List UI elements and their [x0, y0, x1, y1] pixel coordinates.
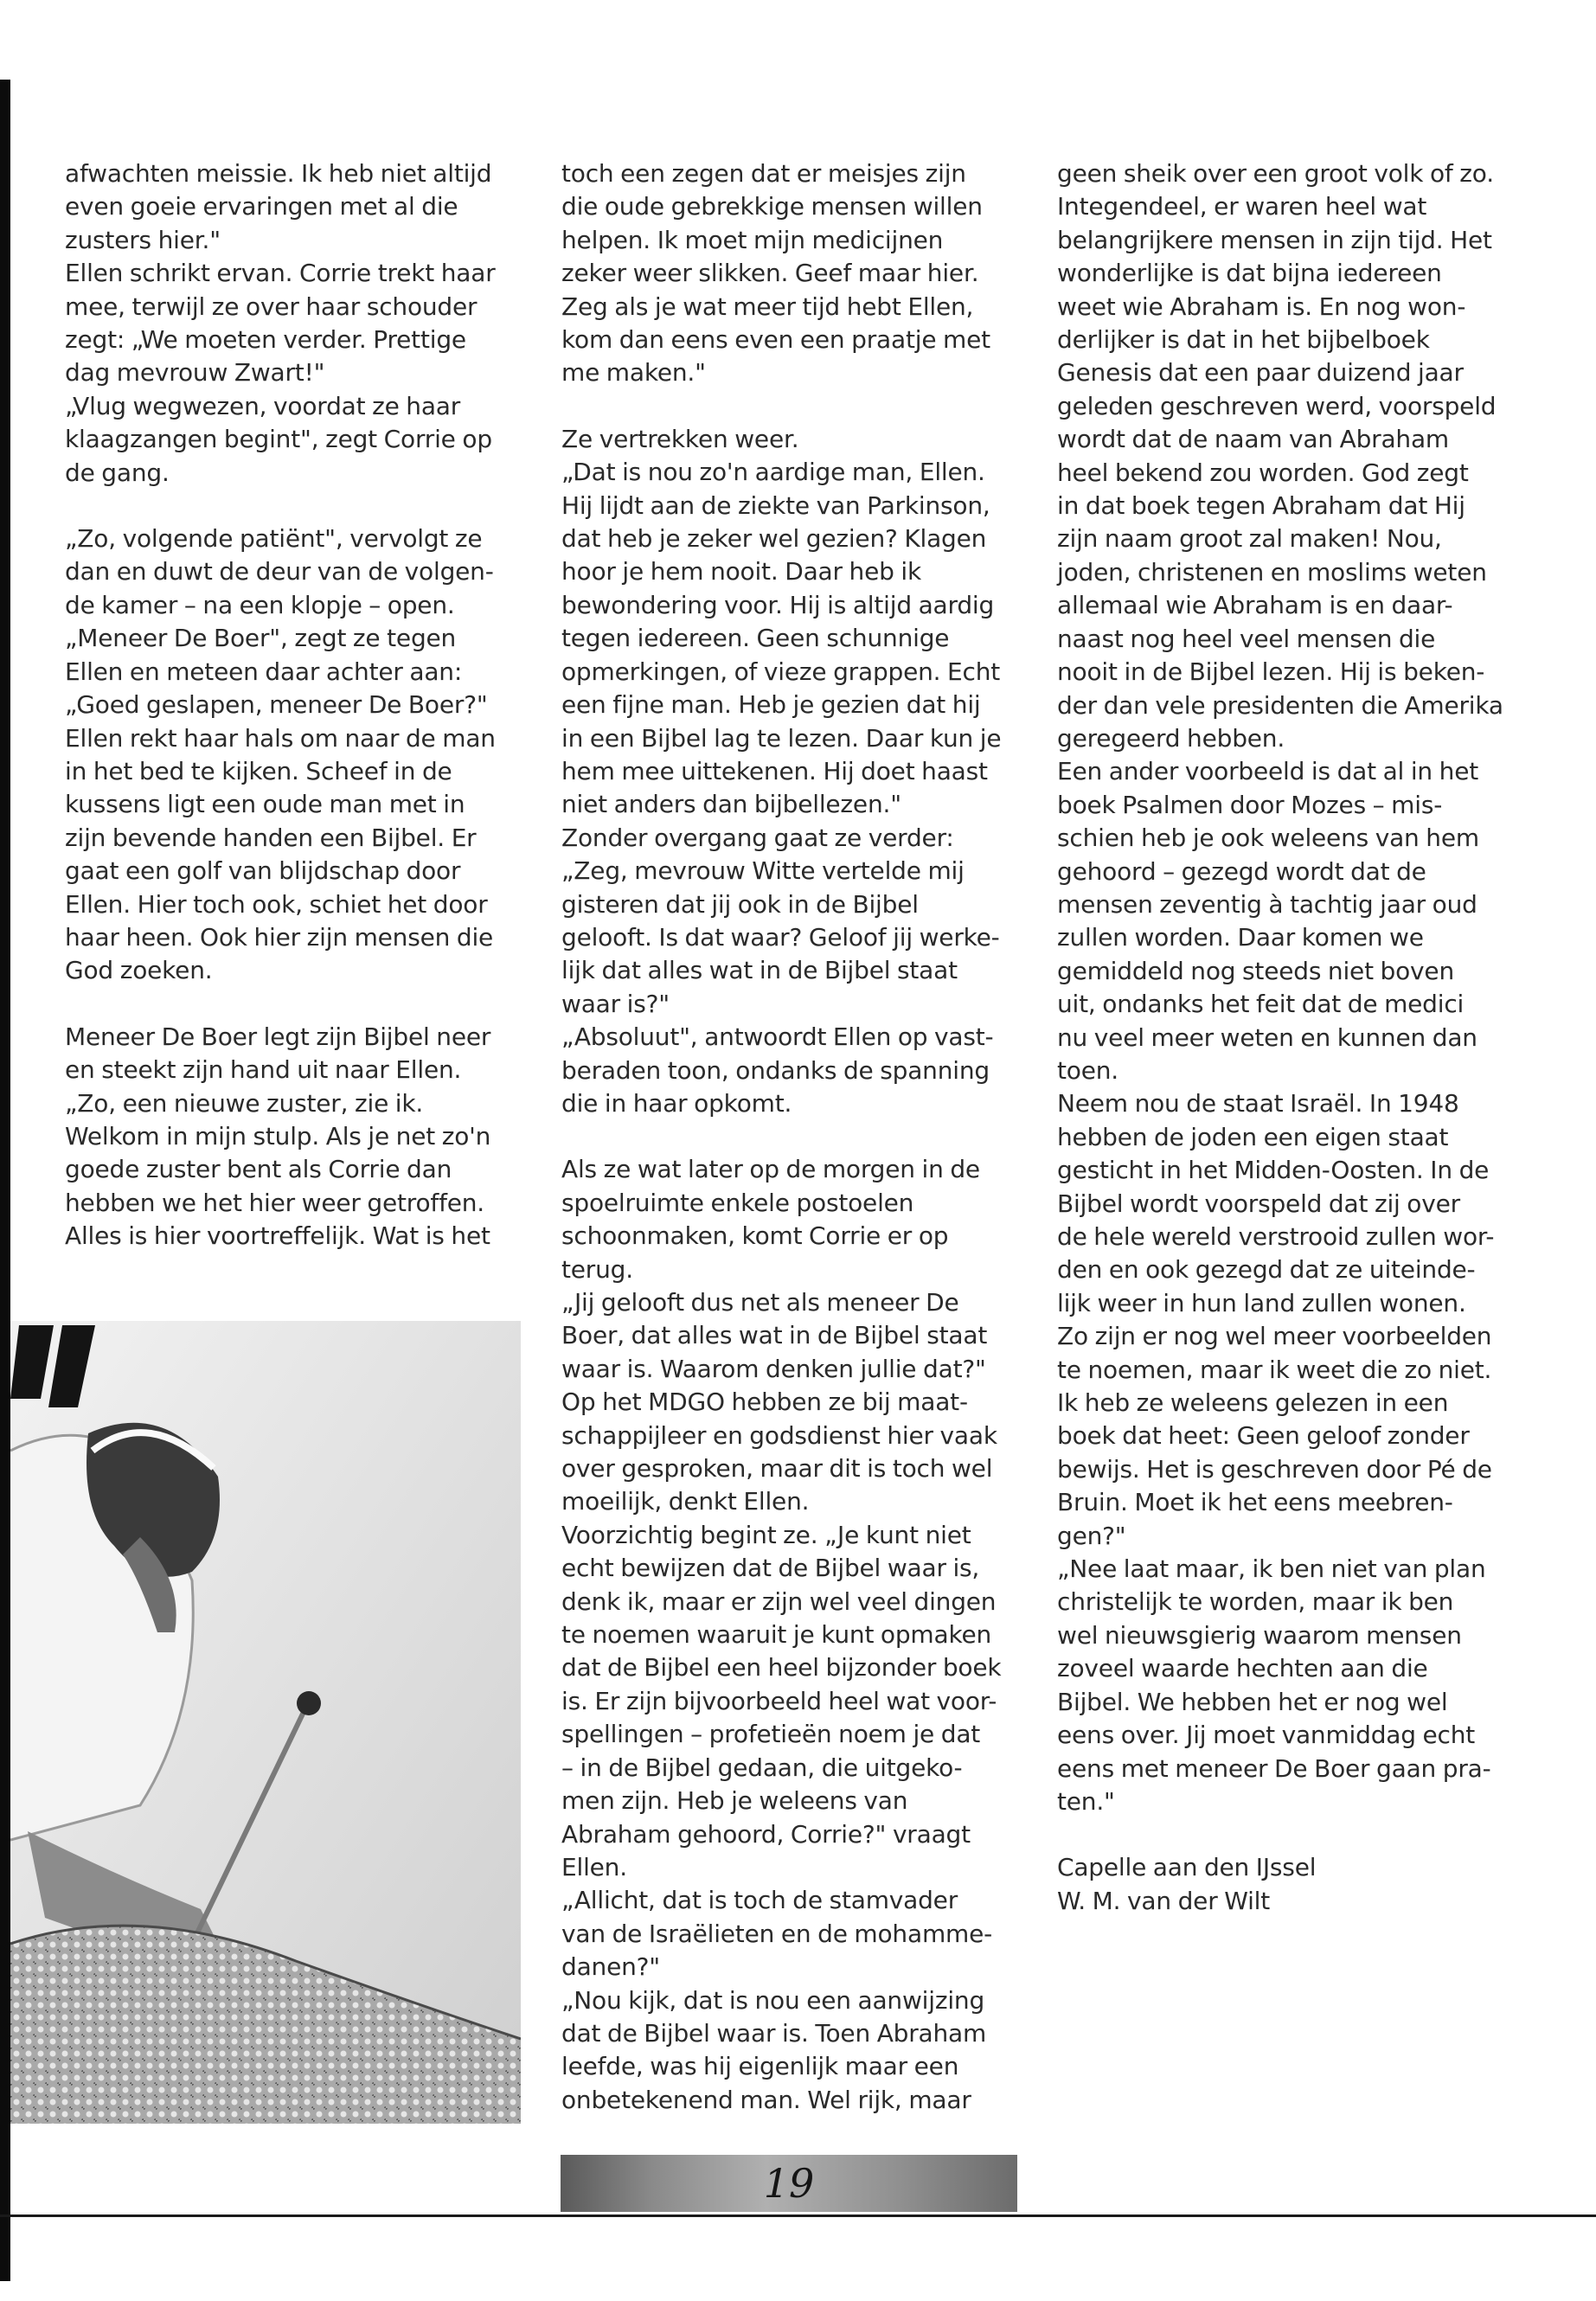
bottom-rule	[0, 2214, 1596, 2217]
scan-edge-left	[0, 80, 10, 2281]
paragraph: Meneer De Boer legt zijn Bijbel neer en steekt zijn hand uit naar Ellen. „Zo, een nieuwe zuster, zie ik. Welkom in mijn stulp. Als je net zo'n goede zuster bent als Corrie dan hebben we het hier weer getroffen. Alles is hier voortreffelijk. Wat is het	[65, 1022, 491, 1251]
paragraph: Ze vertrekken weer. „Dat is nou zo'n aardige man, Ellen. Hij lijdt aan de ziekte van Parkinson, dat heb je zeker wel gezien? Klagen hoor je hem nooit. Daar heb ik bewondering voor. Hij is altijd aardig tegen iedereen. Geen schunnige opmerkingen, of vieze grappen. Echt een fijne man. Heb je gezien dat hij in een Bijbel lag te lezen. Daar kun je hem mee uittekenen. Hij doet haast niet anders dan bijbellezen." Zonder overgang gaat ze verder: „Zeg, mevrouw Witte vertelde mij gisteren dat jij ook in de Bijbel gelooft. Is dat waar? Geloof jij werke- lijk dat alles wat in de Bijbel staat waar is?" „Absoluut", antwoordt Ellen op vast- beraden toon, ondanks de spanning die in haar opkomt.	[561, 424, 1002, 1118]
paragraph: geen sheik over een groot volk of zo. Integendeel, er waren heel wat belangrijkere mensen in zijn tijd. Het wonderlijke is dat bijna iedereen weet wie Abraham is. En nog won- derlijker is dat in het bijbelboek Genesis dat een paar duizend jaar geleden geschreven werd, voorspeld wordt dat de naam van Abraham heel bekend zou worden. God zegt in dat boek tegen Abraham dat Hij zijn naam groot zal maken! Nou, joden, christenen en moslims weten allemaal wie Abraham is en daar- naast nog heel veel mensen die nooit in de Bijbel lezen. Hij is beken- der dan vele presidenten die Amerika geregeerd hebben. Een ander voorbeeld is dat al in het boek Psalmen door Mozes – mis- schien heb je ook weleens van hem gehoord – gezegd wordt dat de mensen zeventig à tachtig jaar oud zullen worden. Daar komen we gemiddeld nog steeds niet boven uit, ondanks het feit dat de medici nu veel meer weten en kunnen dan toen. Neem nou de staat Israël. In 1948 hebben de joden een eigen staat gesticht in het Midden-Oosten. In de Bijbel wordt voorspeld dat zij over de hele wereld verstrooid zullen wor- den en ook gezegd dat ze uiteinde- lijk weer in hun land zullen wonen. Zo zijn er nog wel meer voorbeelden te noemen, maar ik weet die zo niet. Ik heb ze weleens gelezen in een boek dat heet: Geen geloof zonder bewijs. Het is geschreven door Pé de Bruin. Moet ik het eens meebren- gen?" „Nee laat maar, ik ben niet van plan christelijk te worden, maar ik ben wel nieuwsgierig waarom mensen zoveel waarde hechten aan die Bijbel. We hebben het er nog wel eens over. Jij moet vanmiddag echt eens met meneer De Boer gaan pra- ten."	[1057, 159, 1503, 1816]
signature	[1057, 1851, 1542, 1918]
page-number-bar	[561, 2155, 1017, 2212]
signature-author: W. M. van der Wilt	[1057, 1886, 1271, 1915]
paragraph: Als ze wat later op de morgen in de spoelruimte enkele postoelen schoonmaken, komt Corrie er op terug. „Jij gelooft dus net als meneer De Boer, dat alles wat in de Bijbel staat waar is. Waarom denken jullie dat?" Op het MDGO hebben ze bij maat- schappijleer en godsdienst hier vaak over gesproken, maar dit is toch wel moeilijk, denkt Ellen. Voorzichtig begint ze. „Je kunt niet echt bewijzen dat de Bijbel waar is, denk ik, maar er zijn wel veel dingen te noemen waaruit je kunt opmaken dat de Bijbel een heel bijzonder boek is. Er zijn bijvoorbeeld heel wat voor- spellingen – profetieën noem je dat – in de Bijbel gedaan, die uitgeko- men zijn. Heb je weleens van Abraham gehoord, Corrie?" vraagt Ellen. „Allicht, dat is toch de stamvader van de Israëlieten en de mohamme- danen?" „Nou kijk, dat is nou een aanwijzing dat de Bijbel waar is. Toen Abraham leefde, was hij eigenlijk maar een onbetekenend man. Wel rijk, maar	[561, 1155, 1002, 2114]
page-number: 19	[763, 2160, 815, 2207]
text-column-1	[65, 157, 519, 1253]
nurse-illustration	[10, 1321, 521, 2124]
paragraph: afwachten meissie. Ik heb niet altijd even goeie ervaringen met al die zusters hier." Ellen schrikt ervan. Corrie trekt haar mee, terwijl ze over haar schouder zegt: „We moeten verder. Prettige dag mevrouw Zwart!" „Vlug wegwezen, voordat ze haar klaagzangen begint", zegt Corrie op de gang.	[65, 159, 496, 487]
signature-place: Capelle aan den IJssel	[1057, 1853, 1317, 1882]
paragraph: „Zo, volgende patiënt", vervolgt ze dan en duwt de deur van de volgen- de kamer – na een klopje – open. „Meneer De Boer", zegt ze tegen Ellen en meteen daar achter aan: „Goed geslapen, meneer De Boer?" Ellen rekt haar hals om naar de man in het bed te kijken. Scheef in de kussens ligt een oude man met in zijn bevende handen een Bijbel. Er gaat een golf van blijdschap door Ellen. Hier toch ook, schiet het door haar heen. Ook hier zijn mensen die God zoeken.	[65, 524, 496, 985]
text-column-3	[1057, 157, 1542, 1918]
nurse-photo	[10, 1321, 521, 2124]
paragraph: toch een zegen dat er meisjes zijn die oude gebrekkige mensen willen helpen. Ik moet mijn medicijnen zeker weer slikken. Geef maar hier. Zeg als je wat meer tijd hebt Ellen, kom dan eens even een praatje met me maken."	[561, 159, 990, 388]
text-column-2	[561, 157, 1029, 2117]
